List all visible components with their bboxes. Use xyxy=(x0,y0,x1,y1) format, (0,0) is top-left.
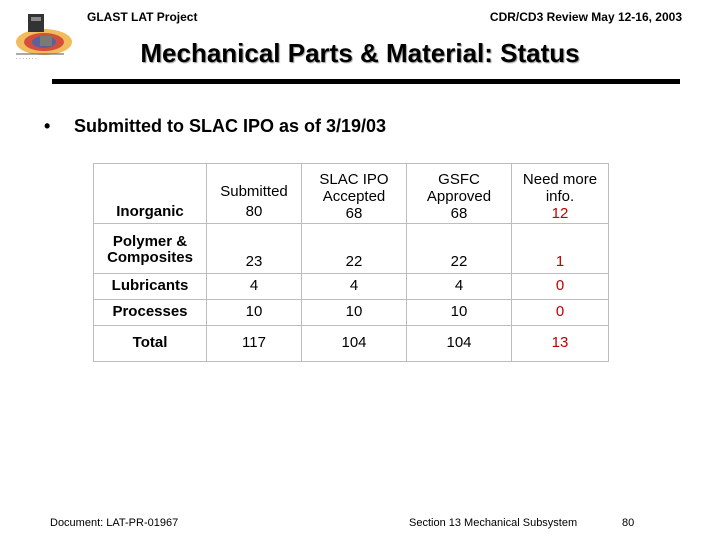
table-cell-need: 13 xyxy=(512,325,609,361)
table-cell-submitted: 23 xyxy=(207,223,302,273)
table-row xyxy=(94,273,609,299)
table-cell-slac: 68 xyxy=(345,205,363,222)
table-cell-submitted: 10 xyxy=(207,299,302,325)
column-header-gsfc: GSFC Approved xyxy=(426,171,492,205)
table-header-cell xyxy=(207,164,302,224)
table-cell-gsfc: 68 xyxy=(450,205,468,222)
table-row xyxy=(94,299,609,325)
table-header-cell xyxy=(302,164,407,224)
column-header-submitted: Submitted xyxy=(220,182,288,200)
table-cell-gsfc: 22 xyxy=(407,223,512,273)
footer-document: Document: LAT-PR-01967 xyxy=(50,517,179,529)
table-row xyxy=(94,223,609,273)
status-table xyxy=(93,163,608,380)
table-cell-submitted: 80 xyxy=(245,203,263,220)
footer-section: Section 13 Mechanical Subsystem xyxy=(409,517,578,529)
table-cell-submitted: 4 xyxy=(207,273,302,299)
bullet-item xyxy=(44,116,386,137)
svg-text:· · · · · · ·: · · · · · · · xyxy=(16,56,37,62)
table-header-cell xyxy=(407,164,512,224)
page-title: Mechanical Parts & Material: Status xyxy=(140,38,580,68)
table-header-cell xyxy=(512,164,609,224)
table-row-category: Processes xyxy=(94,299,207,325)
table-row-category: Polymer & Composites xyxy=(94,223,207,273)
table-cell-gsfc: 4 xyxy=(407,273,512,299)
header-review: CDR/CD3 Review May 12-16, 2003 xyxy=(489,10,682,24)
table-header-row xyxy=(94,164,609,224)
table-cell-need: 12 xyxy=(551,205,569,222)
table-cell-submitted: 117 xyxy=(207,325,302,361)
table-row-category: Total xyxy=(94,325,207,361)
header-project: GLAST LAT Project xyxy=(87,10,198,24)
title-divider xyxy=(52,79,680,84)
table-cell-slac: 22 xyxy=(302,223,407,273)
table-cell-slac: 104 xyxy=(302,325,407,361)
table-row-category: Lubricants xyxy=(94,273,207,299)
bullet-symbol: • xyxy=(44,116,51,136)
table-cell-need: 0 xyxy=(512,299,609,325)
page-number: 80 xyxy=(622,517,635,529)
table-row-total xyxy=(94,325,609,361)
table-row-category: Inorganic xyxy=(94,164,207,224)
column-header-need: Need more info. xyxy=(522,171,598,205)
bullet-text: Submitted to SLAC IPO as of 3/19/03 xyxy=(74,116,387,136)
column-header-slac: SLAC IPO Accepted xyxy=(319,171,389,205)
table-cell-slac: 10 xyxy=(302,299,407,325)
table-cell-slac: 4 xyxy=(302,273,407,299)
table-cell-gsfc: 104 xyxy=(407,325,512,361)
table-cell-gsfc: 10 xyxy=(407,299,512,325)
table-cell-need: 0 xyxy=(512,273,609,299)
table-cell-need: 1 xyxy=(512,223,609,273)
